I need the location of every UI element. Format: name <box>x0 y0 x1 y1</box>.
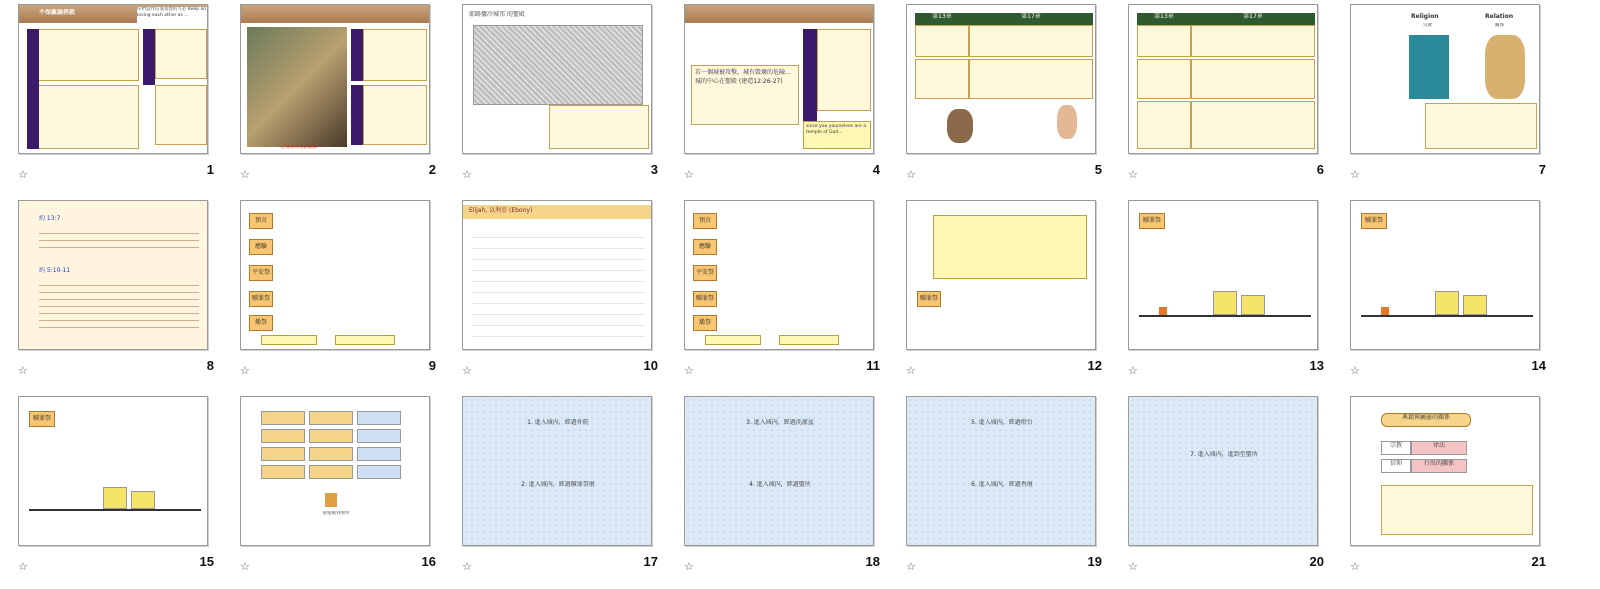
slide-number: 14 <box>1531 358 1546 373</box>
star-icon[interactable]: ☆ <box>1128 560 1138 573</box>
slide-thumb-1[interactable] <box>0 0 228 196</box>
star-icon[interactable]: ☆ <box>1350 364 1360 377</box>
slide-6[interactable] <box>1128 4 1318 154</box>
verse-ref: 約 13:7 <box>39 215 61 222</box>
row-label: 贖罪祭 <box>29 411 55 427</box>
slide-number: 2 <box>428 162 436 177</box>
slide-9[interactable] <box>240 200 430 350</box>
foot-image <box>1057 105 1077 139</box>
row-label: 燔祭 <box>693 315 717 331</box>
slide-thumb-11[interactable] <box>666 196 894 392</box>
star-icon[interactable]: ☆ <box>906 560 916 573</box>
star-icon[interactable]: ☆ <box>240 168 250 181</box>
image-caption: 尼哥底母夜訪耶穌 <box>281 145 317 150</box>
row-label: 贖罪祭 <box>693 291 717 307</box>
slide-thumb-20[interactable] <box>1110 392 1338 588</box>
slide-thumb-12[interactable] <box>888 196 1116 392</box>
star-icon[interactable]: ☆ <box>1350 168 1360 181</box>
slide-number: 16 <box>421 554 436 569</box>
slide-11[interactable] <box>684 200 874 350</box>
star-icon[interactable]: ☆ <box>462 168 472 181</box>
slide-header: Elijah, 以利亞 (Ebony) <box>463 205 652 219</box>
column-head: 第13章 <box>1137 13 1191 25</box>
column-head: 第13章 <box>915 13 969 25</box>
slide-thumb-10[interactable] <box>444 196 672 392</box>
slide-thumb-18[interactable] <box>666 392 894 588</box>
slide-thumb-15[interactable] <box>0 392 228 588</box>
star-icon[interactable]: ☆ <box>684 364 694 377</box>
slide-number: 15 <box>199 554 214 569</box>
slide-number: 17 <box>643 554 658 569</box>
row-label: 預言 <box>249 213 273 229</box>
slide-number: 19 <box>1087 554 1102 569</box>
slide-thumb-5[interactable] <box>888 0 1116 196</box>
star-icon[interactable]: ☆ <box>240 364 250 377</box>
slide-body: 若一個城被攻擊，城有毀壞的危險... 城的中心在聖殿 (建造12:26-27) <box>691 65 799 125</box>
star-icon[interactable]: ☆ <box>462 560 472 573</box>
slide-number: 21 <box>1531 554 1546 569</box>
slide-line: 6. 進入城內，經過香壇 <box>971 481 1033 488</box>
star-icon[interactable]: ☆ <box>1128 168 1138 181</box>
temple-sketch-image <box>473 25 643 105</box>
row-label: 贖罪祭 <box>1361 213 1387 229</box>
slide-number: 7 <box>1538 162 1546 177</box>
slide-line: 4. 進入城內，經過聖所 <box>749 481 811 488</box>
slide-number: 12 <box>1087 358 1102 373</box>
slide-number: 13 <box>1309 358 1324 373</box>
slide-thumb-2[interactable] <box>222 0 450 196</box>
slide-20[interactable] <box>1128 396 1318 546</box>
slide-line: 1. 進入城內，經過外院 <box>527 419 589 426</box>
slide-number: 18 <box>865 554 880 569</box>
slide-number: 3 <box>650 162 658 177</box>
slide-title: 不保羅論拯救 <box>39 9 76 16</box>
table-value: 行出的關係 <box>1411 459 1467 473</box>
slide-thumb-3[interactable] <box>444 0 672 196</box>
slide-number: 1 <box>206 162 214 177</box>
star-icon[interactable]: ☆ <box>684 168 694 181</box>
slide-17[interactable] <box>462 396 652 546</box>
slide-thumb-8[interactable] <box>0 196 228 392</box>
slide-thumb-16[interactable] <box>222 392 450 588</box>
slide-thumb-9[interactable] <box>222 196 450 392</box>
row-label: 贖罪祭 <box>249 291 273 307</box>
relation-sub: 關係 <box>1495 23 1504 28</box>
slide-note: 你們當作信靠基督的人必 Keep on loving each other as ... <box>137 7 207 29</box>
slide-7[interactable] <box>1350 4 1540 154</box>
slide-number: 9 <box>428 358 436 373</box>
slide-10[interactable] <box>462 200 652 350</box>
slide-thumb-21[interactable] <box>1332 392 1560 588</box>
table-key: 宗教 <box>1381 441 1411 455</box>
slide-12[interactable] <box>906 200 1096 350</box>
slide-1[interactable] <box>18 4 208 154</box>
slide-16[interactable] <box>240 396 430 546</box>
column-head: 第17章 <box>1191 13 1315 25</box>
arrow-up-icon <box>325 493 337 507</box>
slide-13[interactable] <box>1128 200 1318 350</box>
slide-19[interactable] <box>906 396 1096 546</box>
slide-line: 3. 進入城內，經過洗濯盆 <box>746 419 814 426</box>
religion-sub: 宗教 <box>1423 23 1432 28</box>
star-icon[interactable]: ☆ <box>18 168 28 181</box>
star-icon[interactable]: ☆ <box>240 560 250 573</box>
star-icon[interactable]: ☆ <box>1128 364 1138 377</box>
callout: since you yourselves are a temple of God... <box>803 121 871 149</box>
slide-number: 5 <box>1094 162 1102 177</box>
cartoon-man-image <box>1485 35 1525 99</box>
slide-line: 2. 進入城內，經過贖罪祭壇 <box>521 481 595 488</box>
row-label: 平安祭 <box>693 265 717 281</box>
slide-3[interactable] <box>462 4 652 154</box>
slide-line: 5. 進入城內，經過燈台 <box>971 419 1033 426</box>
column-head: 第17章 <box>969 13 1093 25</box>
row-label: 應驗 <box>249 239 273 255</box>
slide-number: 6 <box>1316 162 1324 177</box>
slide-thumb-19[interactable] <box>888 392 1116 588</box>
verse-ref: 約 5:10-11 <box>39 267 71 274</box>
slide-thumb-14[interactable] <box>1332 196 1560 392</box>
row-label: 應驗 <box>693 239 717 255</box>
row-label: 平安祭 <box>249 265 273 281</box>
row-label: 燔祭 <box>249 315 273 331</box>
slide-title: 耶路撒冷城邦 的聖殿 <box>469 11 525 18</box>
slide-15[interactable] <box>18 396 208 546</box>
star-icon[interactable]: ☆ <box>18 364 28 377</box>
row-label: 預言 <box>693 213 717 229</box>
star-icon[interactable]: ☆ <box>1350 560 1360 573</box>
slide-number: 20 <box>1309 554 1324 569</box>
slide-2[interactable] <box>240 4 430 154</box>
slide-4[interactable] <box>684 4 874 154</box>
slide-18[interactable] <box>684 396 874 546</box>
star-icon[interactable]: ☆ <box>18 560 28 573</box>
slide-8[interactable] <box>18 200 208 350</box>
star-icon[interactable]: ☆ <box>906 168 916 181</box>
table-value: 律法 <box>1411 441 1467 455</box>
slide-thumb-17[interactable] <box>444 392 672 588</box>
slide-thumb-6[interactable] <box>1110 0 1338 196</box>
slide-14[interactable] <box>1350 200 1540 350</box>
slide-thumb-4[interactable] <box>666 0 894 196</box>
star-icon[interactable]: ☆ <box>906 364 916 377</box>
religion-label: Religion <box>1411 13 1439 20</box>
row-label: 贖罪祭 <box>917 291 941 307</box>
star-icon[interactable]: ☆ <box>462 364 472 377</box>
slide-21[interactable] <box>1350 396 1540 546</box>
slide-thumb-13[interactable] <box>1110 196 1338 392</box>
slide-number: 8 <box>206 358 214 373</box>
slide-thumb-7[interactable] <box>1332 0 1560 196</box>
star-icon[interactable]: ☆ <box>684 560 694 573</box>
vending-machine-image <box>1409 35 1449 99</box>
slide-line: 7. 進入城內，進到至聖所 <box>1190 451 1258 458</box>
slide-caption: 從聖殿到聖所 <box>322 511 350 516</box>
slide-title: 典籍與屬靈的關係 <box>1381 413 1471 427</box>
hand-image <box>947 109 973 143</box>
relation-label: Relation <box>1485 13 1514 20</box>
slide-number: 10 <box>643 358 658 373</box>
table-key: 信仰 <box>1381 459 1411 473</box>
slide-5[interactable] <box>906 4 1096 154</box>
row-label: 贖罪祭 <box>1139 213 1165 229</box>
painting-image <box>247 27 347 147</box>
slide-number: 11 <box>866 358 880 373</box>
slide-number: 4 <box>872 162 880 177</box>
